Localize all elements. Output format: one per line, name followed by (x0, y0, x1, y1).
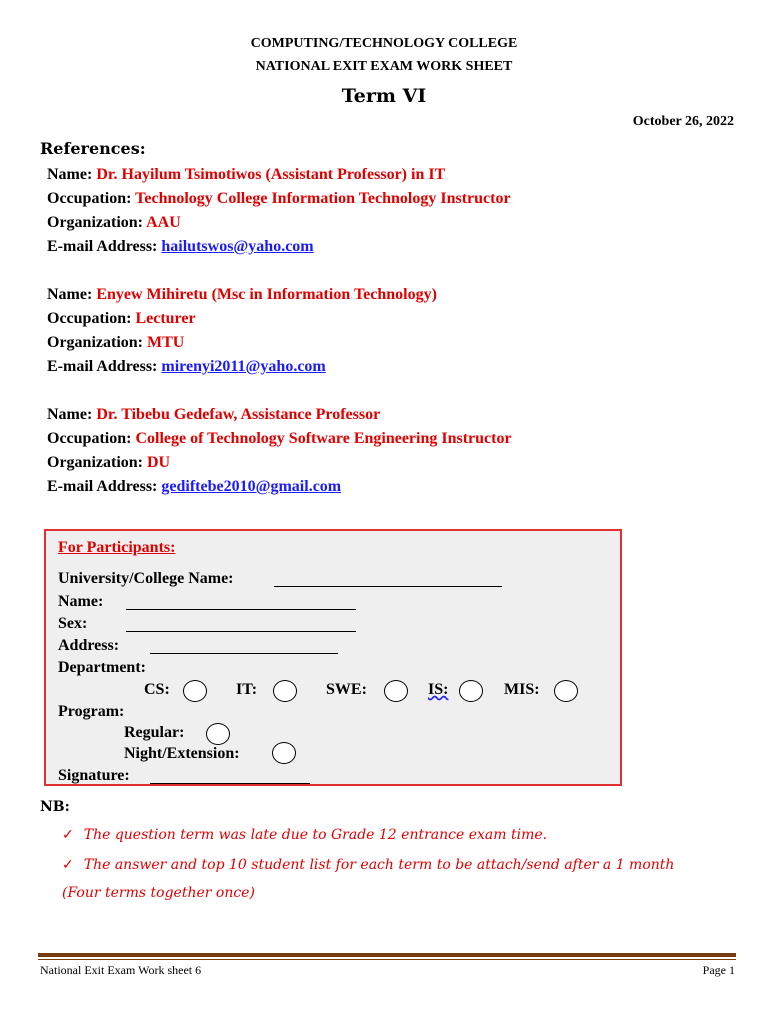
department-swe-radio[interactable] (384, 680, 408, 702)
department-is-radio[interactable] (459, 680, 483, 702)
page-number: Page 1 (702, 963, 735, 977)
sex-label: Sex: (58, 615, 88, 632)
reference-email: E-mail Address: hailutswos@yaho.com (47, 238, 314, 255)
participants-form (44, 529, 622, 786)
reference-organization: Organization: AAU (47, 214, 181, 231)
department-is-label: IS: (428, 681, 449, 698)
footer-title: National Exit Exam Work sheet 6 (40, 963, 202, 977)
program-regular-radio[interactable] (206, 723, 230, 745)
reference-organization: Organization: DU (47, 454, 171, 471)
address-field[interactable] (150, 653, 338, 654)
college-heading: COMPUTING/TECHNOLOGY COLLEGE (250, 36, 518, 51)
program-label: Program: (58, 703, 125, 720)
reference-email: E-mail Address: mirenyi2011@yaho.com (47, 358, 326, 375)
term-heading: Term VI (341, 85, 427, 107)
reference-occupation: Occupation: College of Technology Software Engineering Instructor (47, 430, 512, 447)
nb-label: NB: (40, 799, 70, 815)
department-swe-label: SWE: (326, 681, 367, 698)
signature-field[interactable] (150, 783, 310, 784)
checkmark-icon: ✓ (62, 827, 74, 843)
reference-organization: Organization: MTU (47, 334, 185, 351)
program-regular-label: Regular: (124, 724, 185, 741)
university-label: University/College Name: (58, 570, 234, 587)
sheet-heading: NATIONAL EXIT EXAM WORK SHEET (255, 59, 513, 74)
reference-name: Name: Dr. Tibebu Gedefaw, Assistance Professor (47, 406, 381, 423)
department-it-label: IT: (236, 681, 258, 698)
reference-email: E-mail Address: gediftebe2010@gmail.com (47, 478, 342, 495)
name-label: Name: (58, 593, 104, 610)
email-link[interactable]: hailutswos@yaho.com (161, 238, 314, 255)
checkmark-icon: ✓ (62, 857, 74, 873)
document-date: October 26, 2022 (632, 114, 734, 129)
department-cs-label: CS: (144, 681, 170, 698)
reference-name: Name: Enyew Mihiretu (Msc in Information Technology) (47, 286, 437, 303)
reference-name: Name: Dr. Hayilum Tsimotiwos (Assistant Professor) in IT (47, 166, 446, 183)
footer-rule (38, 953, 736, 957)
program-night-label: Night/Extension: (124, 745, 240, 762)
participants-title: For Participants: (58, 539, 176, 556)
email-link[interactable]: gediftebe2010@gmail.com (161, 478, 342, 495)
department-it-radio[interactable] (273, 680, 297, 702)
reference-occupation: Occupation: Technology College Information Technology Instructor (47, 190, 511, 207)
address-label: Address: (58, 637, 120, 654)
sex-field[interactable] (126, 631, 356, 632)
department-label: Department: (58, 659, 146, 676)
email-link[interactable]: mirenyi2011@yaho.com (161, 358, 326, 375)
references-label: References: (40, 139, 146, 158)
footer-rule-thin (38, 959, 736, 960)
signature-label: Signature: (58, 767, 130, 784)
reference-occupation: Occupation: Lecturer (47, 310, 196, 327)
program-night-radio[interactable] (272, 742, 296, 764)
department-mis-radio[interactable] (554, 680, 578, 702)
name-field[interactable] (126, 609, 356, 610)
department-cs-radio[interactable] (183, 680, 207, 702)
note-item: ✓ The answer and top 10 student list for each term to be attach/send after a 1 month (Four terms together once) (62, 857, 675, 901)
department-mis-label: MIS: (504, 681, 540, 698)
university-field[interactable] (274, 586, 502, 587)
note-item: ✓ The question term was late due to Grade 12 entrance exam time. (62, 827, 548, 843)
